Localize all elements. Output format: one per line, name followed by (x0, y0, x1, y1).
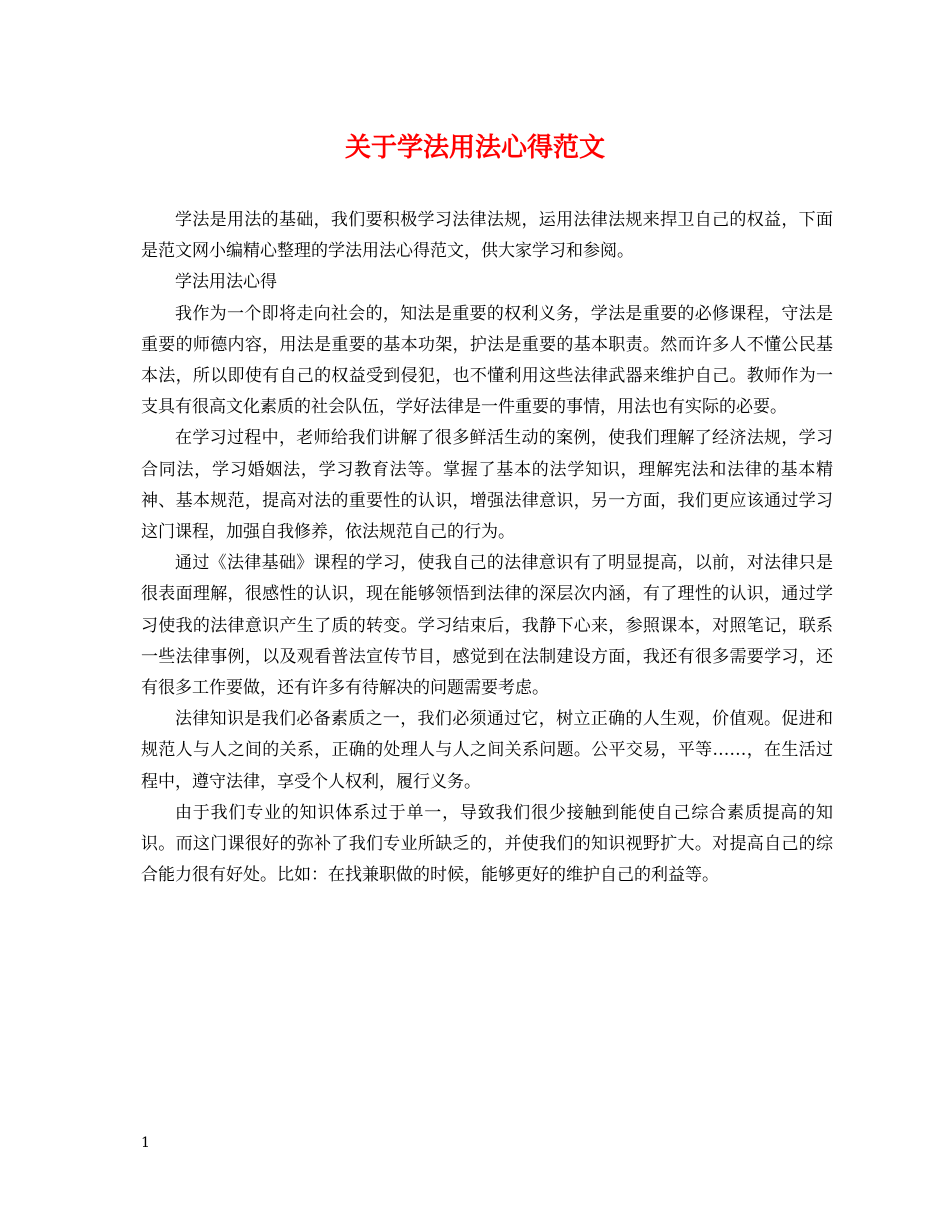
paragraph: 在学习过程中，老师给我们讲解了很多鲜活生动的案例，使我们理解了经济法规，学习合同法，学习婚姻法，学习教育法等。掌握了基本的法学知识，理解宪法和法律的基本精神、基本规范，提高对法的重要性的认识，增强法律意识，另一方面，我们更应该通过学习这门课程，加强自我修养，依法规范自己的行为。 (141, 428, 833, 543)
paragraph: 法律知识是我们必备素质之一，我们必须通过它，树立正确的人生观，价值观。促进和规范人与人之间的关系，正确的处理人与人之间关系问题。公平交易，平等……，在生活过程中，遵守法律，享受个人权利，履行义务。 (141, 709, 833, 792)
paragraph: 我作为一个即将走向社会的，知法是重要的权利义务，学法是重要的必修课程，守法是重要的师德内容，用法是重要的基本功架，护法是重要的基本职责。然而许多人不懂公民基本法，所以即使有自己的权益受到侵犯，也不懂利用这些法律武器来维护自己。教师作为一支具有很高文化素质的社会队伍，学好法律是一件重要的事情，用法也有实际的必要。 (141, 303, 833, 418)
paragraph: 由于我们专业的知识体系过于单一，导致我们很少接触到能使自己综合素质提高的知识。而这门课很好的弥补了我们专业所缺乏的，并使我们的知识视野扩大。对提高自己的综合能力很有好处。比如：在找兼职做的时候，能够更好的维护自己的利益等。 (141, 802, 833, 886)
paragraph-intro: 学法是用法的基础，我们要积极学习法律法规，运用法律法规来捍卫自己的权益，下面是范文网小编精心整理的学法用法心得范文，供大家学习和参阅。 (141, 210, 833, 262)
document-title: 关于学法用法心得范文 (344, 133, 605, 163)
page-number: 1 (141, 1135, 150, 1151)
document-body (141, 205, 833, 891)
section-heading: 学法用法心得 (175, 272, 277, 293)
paragraph: 通过《法律基础》课程的学习，使我自己的法律意识有了明显提高，以前，对法律只是很表面理解，很感性的认识，现在能够领悟到法律的深层次内涵，有了理性的认识，通过学习使我的法律意识产生了质的转变。学习结束后，我静下心来，参照课本，对照笔记，联系一些法律事例，以及观看普法宣传节目，感觉到在法制建设方面，我还有很多需要学习，还有很多工作要做，还有许多有待解决的问题需要考虑。 (141, 553, 833, 699)
